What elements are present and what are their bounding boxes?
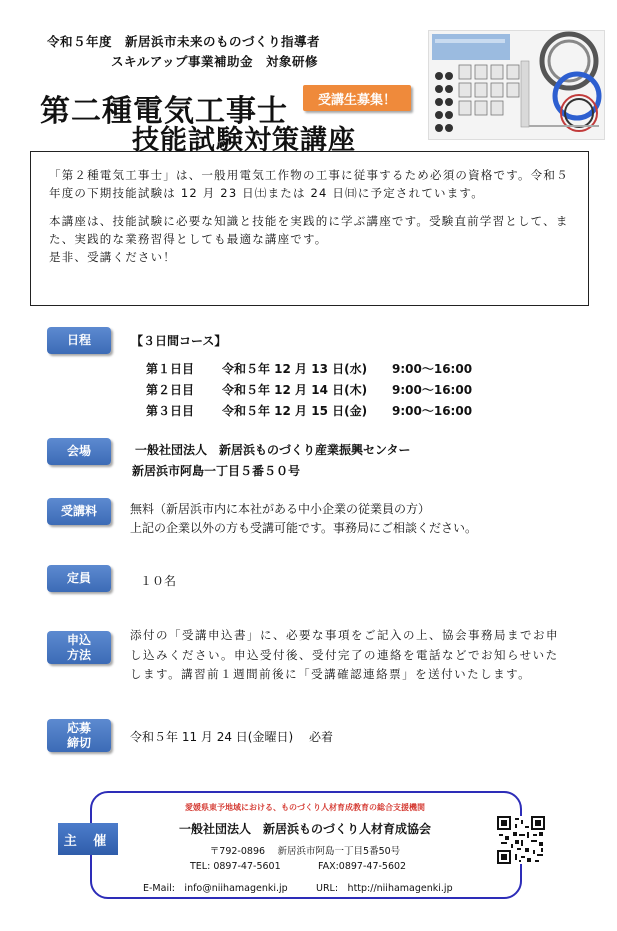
schedule-date: 令和５年 12 月 13 日(水) (222, 362, 368, 376)
wiring-materials-photo (428, 30, 605, 140)
application-label-line: 申込 (66, 632, 91, 647)
fee-line-2: 上記の企業以外の方も受講可能です。事務局にご相談ください。 (130, 521, 478, 535)
intro-paragraph-3: 是非、受講ください！ (49, 250, 176, 264)
qr-code-icon[interactable] (497, 816, 545, 864)
header-line-1: 令和５年度 新居浜市未来のものづくり指導者 (47, 34, 321, 49)
deadline-label (47, 719, 111, 752)
schedule-time: 9:00～16:00 (392, 383, 473, 397)
intro-box (30, 151, 589, 306)
footer-org: 一般社団法人 新居浜ものづくり人材育成協会 (178, 822, 431, 836)
deadline-text: 令和５年 11 月 24 日(金曜日) 必着 (130, 730, 333, 744)
deadline-label-line: 締切 (66, 735, 91, 750)
deadline-label-line: 応募 (66, 720, 91, 735)
page-subtitle: 技能試験対策講座 (132, 125, 356, 156)
footer-url[interactable]: URL: http://niihamagenki.jp (316, 883, 453, 894)
fee-label: 受講料 (47, 498, 111, 525)
header-line-2: スキルアップ事業補助金 対象研修 (111, 54, 319, 69)
capacity-value: １０名 (140, 574, 177, 588)
venue-name: 一般社団法人 新居浜ものづくり産業振興センター (135, 443, 411, 457)
capacity-label: 定員 (47, 565, 111, 592)
fee-line-1: 無料（新居浜市内に本社がある中小企業の従業員の方） (130, 502, 431, 516)
schedule-time: 9:00～16:00 (392, 404, 473, 418)
intro-paragraph-2: 本講座は、技能試験に必要な知識と技能を実践的に学ぶ講座です。受験直前学習として、また、実践的な業務習得としても最適な講座です。 (49, 214, 569, 246)
application-text: 添付の「受講申込書」に、必要な事項をご記入の上、協会事務局までお申し込みください。申込受付後、受付完了の連絡を電話などでお知らせいたします。講習前１週間前後に「受講確認連絡票」を送付いたします。 (130, 628, 559, 681)
schedule-row (146, 402, 472, 419)
footer-email[interactable]: E-Mail: info@niihamagenki.jp (143, 883, 288, 894)
recruiting-badge: 受講生募集！ (303, 85, 411, 111)
footer-tagline: 愛媛県東予地域における、ものづくり人材育成教育の総合支援機関 (185, 803, 425, 812)
schedule-label: 日程 (47, 327, 111, 354)
schedule-date: 令和５年 12 月 14 日(木) (222, 383, 368, 397)
schedule-row (146, 360, 472, 377)
schedule-day: 第２日目 (146, 383, 195, 397)
footer-fax: FAX:0897-47-5602 (318, 861, 407, 872)
application-label-line: 方法 (66, 647, 91, 662)
schedule-day: 第１日目 (146, 362, 195, 376)
schedule-date: 令和５年 12 月 15 日(金) (222, 404, 368, 418)
footer-address: 〒792-0896 新居浜市阿島一丁目5番50号 (209, 846, 401, 857)
schedule-course: 【３日間コース】 (131, 334, 227, 348)
application-label (47, 631, 111, 664)
sponsor-label: 主 催 (58, 823, 118, 855)
venue-label: 会場 (47, 438, 111, 465)
intro-paragraph-1: 「第２種電気工事士」は、一般用電気工作物の工事に従事するため必須の資格です。令和５年度の下期技能試験は 12 月 23 日㈯または 24 日㈰に予定されています。 (49, 168, 569, 200)
venue-address: 新居浜市阿島一丁目５番５０号 (132, 464, 301, 478)
schedule-time: 9:00～16:00 (392, 362, 473, 376)
schedule-row (146, 381, 472, 398)
footer-tel: TEL: 0897-47-5601 (190, 861, 281, 872)
schedule-day: 第３日目 (146, 404, 195, 418)
page-title: 第二種電気工事士 (40, 94, 288, 129)
